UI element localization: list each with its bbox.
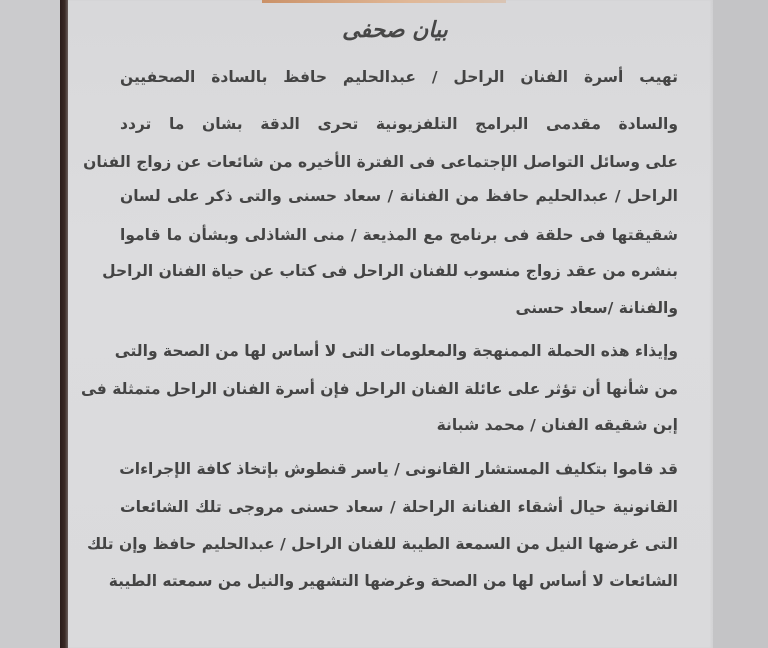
paragraph-1-line-3: على وسائل التواصل الإجتماعى فى الفترة الأخيره من شائعات عن زواج الفنان xyxy=(83,153,678,171)
paragraph-3-line-1: قد قاموا بتكليف المستشار القانونى / ياسر قنطوش بإتخاذ كافة الإجراءات xyxy=(119,460,678,478)
document-title: بيان صحفى xyxy=(342,18,448,43)
paragraph-1-line-5: شقيقتها فى حلقة فى برنامج مع المذيعة / منى الشاذلى وبشأن ما قاموا xyxy=(120,226,678,244)
paragraph-3-line-4: الشائعات لا أساس لها من الصحة وغرضها التشهير والنيل من سمعته الطيبة xyxy=(108,572,678,590)
paragraph-2-line-2: من شأنها أن تؤثر على عائلة الفنان الراحل فإن أسرة الفنان الراحل متمثلة فى xyxy=(81,380,678,398)
paragraph-1-line-2: والسادة مقدمى البرامج التلفزيونية تحرى الدقة بشان ما تردد xyxy=(120,115,678,133)
paragraph-1-line-6: بنشره من عقد زواج منسوب للفنان الراحل فى كتاب عن حياة الفنان الراحل xyxy=(102,262,678,280)
paragraph-1-line-4: الراحل / عبدالحليم حافظ من الفنانة / سعاد حسنى والتى ذكر على لسان xyxy=(120,187,678,205)
page-edge xyxy=(60,0,68,648)
paragraph-3-line-2: القانونية حيال أشقاء الفنانة الراحلة / سعاد حسنى مروجى تلك الشائعات xyxy=(120,498,678,516)
paragraph-3-line-3: التى غرضها النيل من السمعة الطيبة للفنان الراحل / عبدالحليم حافظ وإن تلك xyxy=(87,535,678,553)
background-left xyxy=(0,0,60,648)
paragraph-2-line-1: وإيذاء هذه الحملة الممنهجة والمعلومات التى لا أساس لها من الصحة والتى xyxy=(114,342,678,360)
paragraph-1-line-1: تهيب أسرة الفنان الراحل / عبدالحليم حافظ بالسادة الصحفيين xyxy=(120,68,678,86)
top-orange-strip xyxy=(262,0,506,3)
paragraph-2-line-3: إبن شقيقه الفنان / محمد شبانة xyxy=(436,416,678,434)
background-right xyxy=(713,0,768,648)
paragraph-1-line-7: والفنانة /سعاد حسنى xyxy=(515,299,678,317)
